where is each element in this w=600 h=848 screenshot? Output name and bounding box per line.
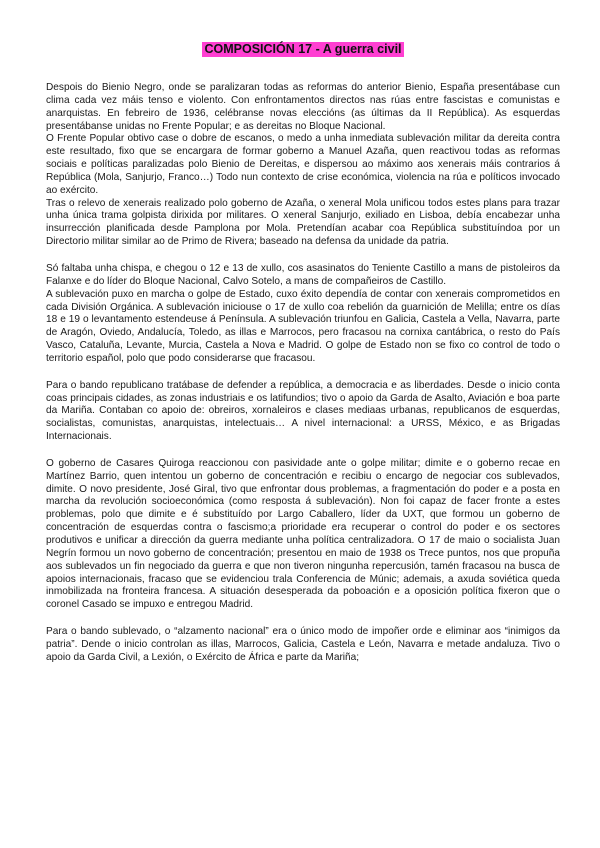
paragraph: O Frente Popular obtivo case o dobre de escanos, o medo a unha inmediata sublevación militar da dereita contra este resultado, fixo que se encargara de formar goberno a Manuel Azaña, quen reactivou todas as reformas sociais e políticas paralizadas polo Bienio de Dereitas, e dispersou ao máximo aos xenerais máis contrarios á República (Mola, Sanjurjo, Franco…) Todo nun contexto de crise económica, violencia na rúa e políticos invocado ao exército.	[46, 133, 560, 196]
section-3	[46, 380, 560, 444]
paragraph: Tras o relevo de xenerais realizado polo goberno de Azaña, o xeneral Mola unificou todos estes plans para trazar unha única trama golpista dirixida por militares. O xeneral Sanjurjo, exiliado en Lisboa, debía encabezar unha insurrección planificada desde Pamplona por Mola. Pretendían acabar coa República substituíndoa por un Directorio militar similar ao de Primo de Rivera; baseado na defensa da unidade da patria.	[46, 197, 560, 248]
section-4	[46, 458, 560, 612]
paragraph: Só faltaba unha chispa, e chegou o 12 e 13 de xullo, cos asasinatos do Teniente Castillo a mans de pistoleiros da Falanxe e do líder do Bloque Nacional, Calvo Sotelo, a mans de compañeiros de Castillo.	[46, 262, 560, 287]
title-wrap	[46, 40, 560, 58]
paragraph: Para o bando republicano tratábase de defender a república, a democracia e as liberdades. Desde o inicio conta coas principais cidades, as zonas industriais e os latifundios; tivo o apoio da Garda de Asalto, Aviación e boa parte da Mariña. Contaban co apoio de: obreiros, xornaleiros e clases mediaas urbanas, republicanos de esquerdas, socialistas, comunistas, anarquistas, intelectuais… A nivel internacional: a URSS, México, e as Brigadas Internacionais.	[46, 379, 560, 443]
paragraph: A sublevación puxo en marcha o golpe de Estado, cuxo éxito dependía de contar con xenerais comprometidos en cada División Orgánica. A sublevación iniciouse o 17 de xullo coa rebelión da guarnición de Melilla; entre os días 18 e 19 o levantamento estendeuse á Península. A sublevación triunfou en Galicia, Castela a Vella, Navarra, parte de Aragón, Oviedo, Andalucía, Toledo, as illas e Marrocos, pero fracasou na cornixa cantábrica, o resto do País Vasco, Cataluña, Levante, Murcia, Castela a Nova e Madrid. O golpe de Estado non se fixo co control de todo o territorio español, polo que podo considerarse que fracasou.	[46, 288, 560, 364]
section-5	[46, 626, 560, 665]
paragraph: O goberno de Casares Quiroga reaccionou con pasividade ante o golpe militar; dimite e o goberno recae en Martínez Barrio, quen intentou un goberno de concentración e recibiu o encargo de negociar cos sublevados, dimite. O novo presidente, José Giral, tivo que enfrontar dous problemas, a fragmentación do poder e a posta en marcha da revolución socioeconómica (como resposta á sublevación). Non foi capaz de facer fronte a estes problemas, polo que dimite e é substituído por Largo Caballero, líder da UXT, que formou un goberno de concentración de esquerdas contra o fascismo;a prioridade era recuperar o control do poder e os sectores produtivos e unificar a dirección da guerra mediante unha política centralizadora. O 17 de maio o socialista Juan Negrín formou un novo goberno de concentración; presentou en maio de 1938 os Trece puntos, nos que propuña aos sublevados un fin negociado da guerra e que non tiveron ningunha repercusión, tamén fracasou na busca de apoios internacionais, fracaso que se evidenciou trala Conferencia de Múnic; ademais, a axuda soviética queda inmobilizada na fronteira francesa. A situación desesperada da poboación e a oposición política fixeron que o coronel Casado se impuxo e entregou Madrid.	[46, 457, 560, 611]
section-2	[46, 263, 560, 366]
section-1	[46, 82, 560, 249]
paragraph: Despois do Bienio Negro, onde se paralizaran todas as reformas do anterior Bienio, España presentábase cun clima cada vez máis tenso e violento. Con enfrontamentos directos nas rúas entre fascistas e comunistas e anarquistas. En febreiro de 1936, celébranse novas eleccións (as últimas da II República). As esquerdas presentábanse unidas no Frente Popular; e as dereitas no Bloque Nacional.	[46, 82, 560, 132]
paragraph: Para o bando sublevado, o “alzamento nacional” era o único modo de impoñer orde e eliminar aos “inimigos da patria”. Dende o inicio controlan as illas, Marrocos, Galicia, Castela e León, Navarra e metade andaluza. Tivo o apoio da Garda Civil, a Lexión, o Exército de África e parte da Mariña;	[46, 626, 560, 663]
document-title: COMPOSICIÓN 17 - A guerra civil	[204, 42, 402, 56]
